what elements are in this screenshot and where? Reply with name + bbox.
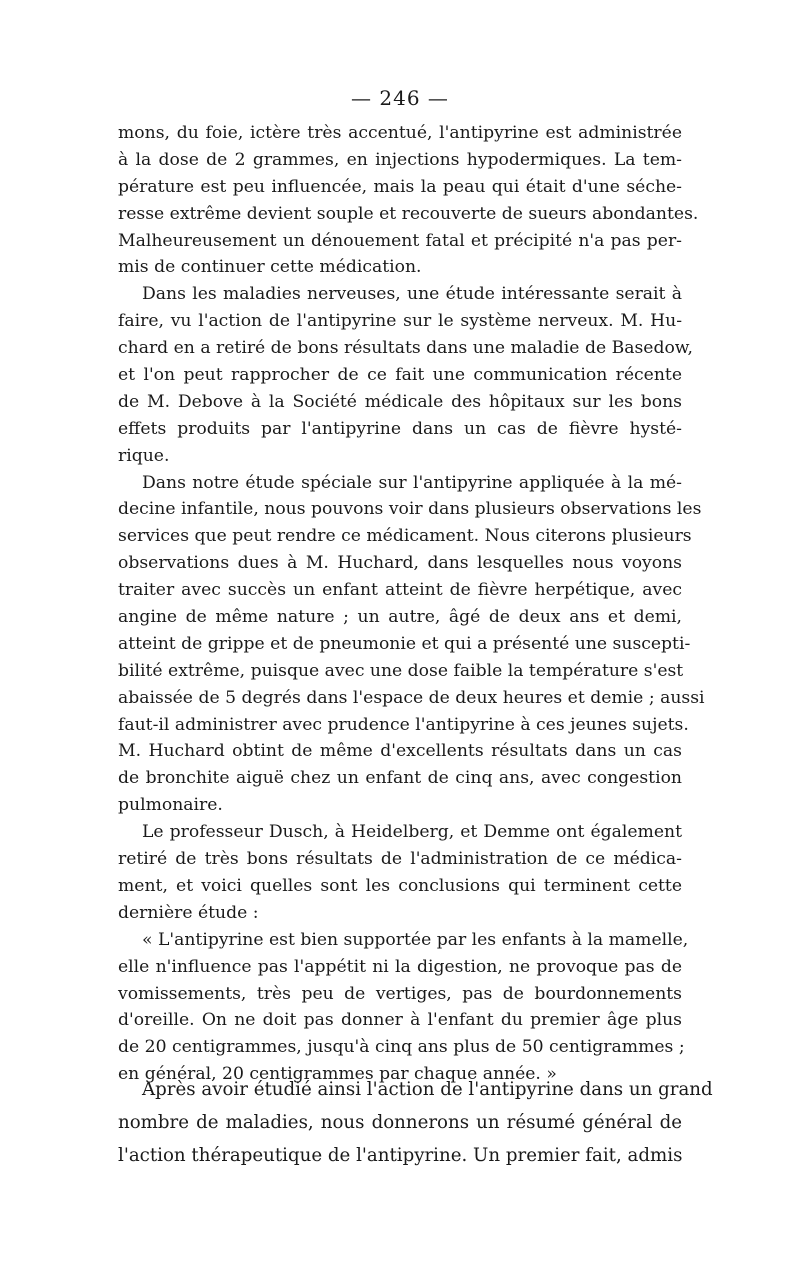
body-text: [118, 120, 705, 1088]
text-line: de bronchite aiguë chez un enfant de cinq ans, avec congestion: [118, 768, 682, 789]
final-paragraph: [118, 1073, 713, 1172]
text-line: chard en a retiré de bons résultats dans une maladie de Basedow,: [118, 338, 693, 359]
text-line: pulmonaire.: [118, 795, 223, 816]
text-line: Après avoir étudié ainsi l'action de l'antipyrine dans un grand: [142, 1079, 713, 1100]
text-line: services que peut rendre ce médicament. Nous citerons plusieurs: [118, 526, 692, 547]
text-line: decine infantile, nous pouvons voir dans plusieurs observations les: [118, 499, 702, 520]
text-line: observations dues à M. Huchard, dans lesquelles nous voyons: [118, 553, 682, 574]
text-line: de M. Debove à la Société médicale des hôpitaux sur les bons: [118, 391, 682, 412]
text-line: elle n'influence pas l'appétit ni la digestion, ne provoque pas de: [118, 956, 682, 977]
text-line: et l'on peut rapprocher de ce fait une communication récente: [118, 365, 682, 386]
quotation-paragraph: [118, 927, 689, 1088]
text-line: nombre de maladies, nous donnerons un résumé général de: [118, 1112, 682, 1133]
text-line: vomissements, très peu de vertiges, pas de bourdonnements: [118, 983, 682, 1004]
page-number: — 246 —: [351, 86, 449, 110]
text-line: abaissée de 5 degrés dans l'espace de deux heures et demie ; aussi: [118, 687, 705, 708]
text-line: rique.: [118, 445, 170, 466]
text-line: effets produits par l'antipyrine dans un cas de fièvre hysté-: [118, 418, 682, 439]
text-line: mons, du foie, ictère très accentué, l'antipyrine est administrée: [118, 123, 682, 143]
text-line: atteint de grippe et de pneumonie et qui a présenté une suscepti-: [118, 633, 691, 654]
paragraph-3: [118, 470, 705, 820]
text-line: Dans notre étude spéciale sur l'antipyrine appliquée à la mé-: [142, 472, 682, 493]
text-line: faire, vu l'action de l'antipyrine sur le système nerveux. M. Hu-: [118, 311, 682, 332]
text-line: resse extrême devient souple et recouverte de sueurs abondantes.: [118, 203, 699, 224]
text-line: Le professeur Dusch, à Heidelberg, et Demme ont également: [142, 822, 682, 843]
text-line: l'action thérapeutique de l'antipyrine. Un premier fait, admis: [118, 1145, 683, 1166]
text-line: ment, et voici quelles sont les conclusions qui terminent cette: [118, 875, 682, 896]
paragraph-2: [118, 281, 693, 469]
text-line: « L'antipyrine est bien supportée par les enfants à la mamelle,: [142, 929, 689, 950]
text-line: retiré de très bons résultats de l'administration de ce médica-: [118, 849, 682, 870]
paragraph-4: [118, 819, 682, 927]
text-line: Malheureusement un dénouement fatal et précipité n'a pas per-: [118, 230, 682, 251]
text-line: M. Huchard obtint de même d'excellents résultats dans un cas: [118, 741, 682, 762]
text-line: dernière étude :: [118, 902, 259, 923]
text-line: Dans les maladies nerveuses, une étude intéressante serait à: [142, 284, 682, 305]
text-line: d'oreille. On ne doit pas donner à l'enfant du premier âge plus: [118, 1010, 682, 1031]
text-line: de 20 centigrammes, jusqu'à cinq ans plus de 50 centigrammes ;: [118, 1037, 685, 1058]
text-line: à la dose de 2 grammes, en injections hypodermiques. La tem-: [118, 149, 682, 170]
text-line: bilité extrême, puisque avec une dose faible la température s'est: [118, 660, 684, 681]
text-line: angine de même nature ; un autre, âgé de deux ans et demi,: [118, 607, 682, 628]
text-line: en général, 20 centigrammes par chaque année. »: [118, 1064, 557, 1085]
paragraph-1: [118, 120, 699, 281]
text-line: faut-il administrer avec prudence l'antipyrine à ces jeunes sujets.: [118, 714, 689, 735]
text-line: traiter avec succès un enfant atteint de fièvre herpétique, avec: [118, 580, 682, 601]
text-line: mis de continuer cette médication.: [118, 257, 422, 278]
text-line: pérature est peu influencée, mais la peau qui était d'une séche-: [118, 176, 682, 197]
